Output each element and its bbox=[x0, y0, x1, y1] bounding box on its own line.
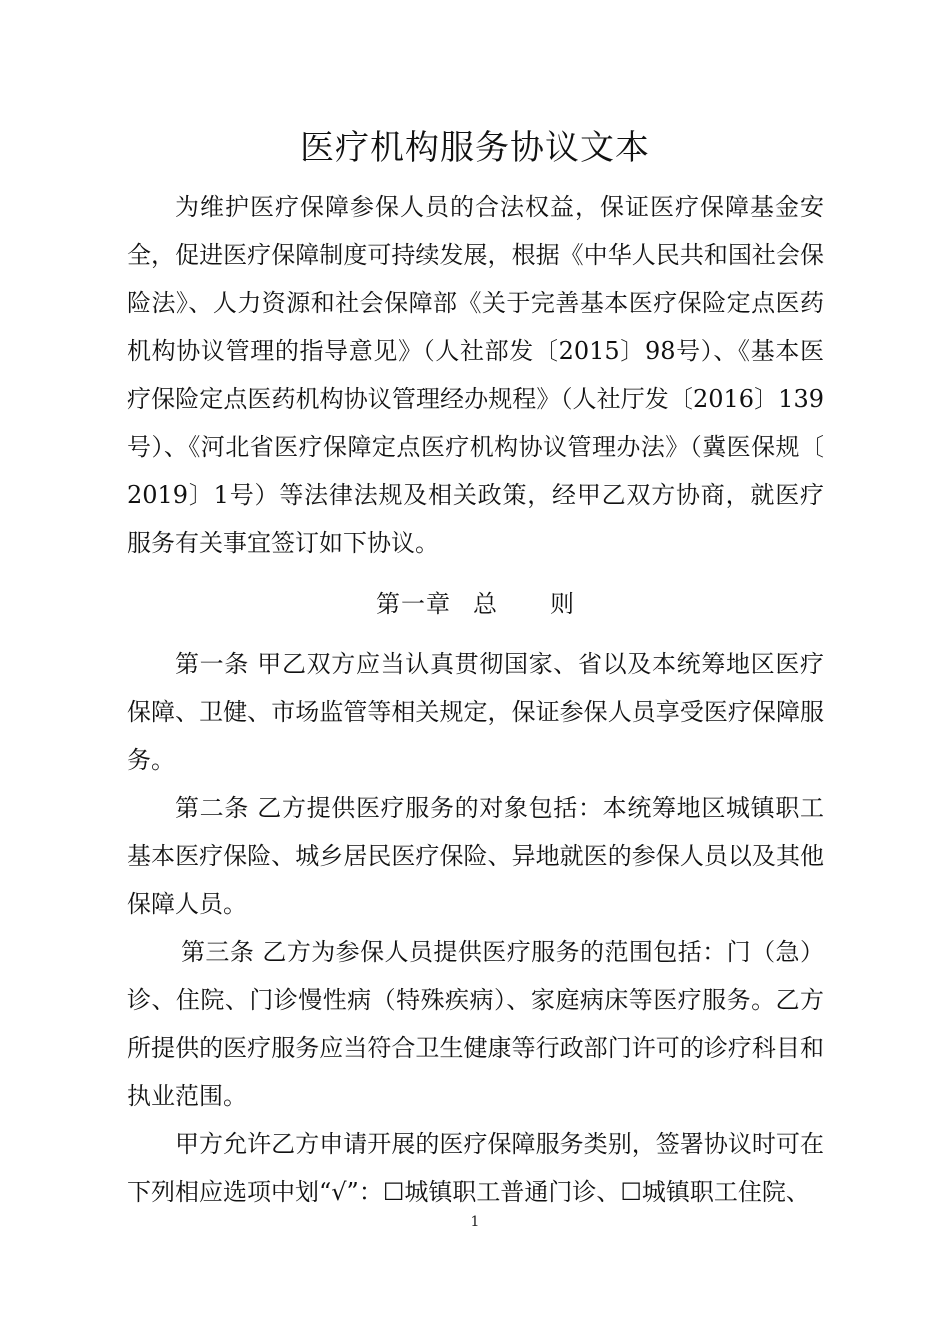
chapter-heading bbox=[127, 580, 824, 628]
preamble-paragraph: 为维护医疗保障参保人员的合法权益，保证医疗保障基金安全，促进医疗保障制度可持续发展，根据《中华人民共和国社会保险法》、人力资源和社会保障部《关于完善基本医疗保险定点医药机构协议管理的指导意见》（人社部发〔2015〕98号）、《基本医疗保险定点医药机构协议管理经办规程》（人社厅发〔2016〕139号）、《河北省医疗保障定点医疗机构协议管理办法》（冀医保规〔 2019〕1号）等法律法规及相关政策，经甲乙双方协商，就医疗服务有关事宜签订如下协议。 bbox=[127, 193, 824, 557]
service-category-paragraph: 甲方允许乙方申请开展的医疗保障服务类别，签署协议时可在下列相应选项中划“√”：☐城镇职工普通门诊、☐城镇职工住院、 bbox=[127, 1130, 824, 1206]
chapter-title-char-1: 总 bbox=[473, 590, 498, 618]
article-2-paragraph: 第二条 乙方提供医疗服务的对象包括：本统筹地区城镇职工基本医疗保险、城乡居民医疗保险、异地就医的参保人员以及其他保障人员。 bbox=[127, 794, 824, 918]
chapter-number: 第一章 bbox=[376, 590, 451, 618]
chapter-heading-section bbox=[127, 580, 824, 628]
articles-section bbox=[127, 640, 824, 1216]
chapter-title-char-2: 则 bbox=[550, 590, 575, 618]
article-1-paragraph: 第一条 甲乙双方应当认真贯彻国家、省以及本统筹地区医疗保障、卫健、市场监管等相关规定，保证参保人员享受医疗保障服务。 bbox=[127, 650, 824, 774]
document-title: 医疗机构服务协议文本 bbox=[300, 128, 650, 168]
article-3-paragraph: 第三条 乙方为参保人员提供医疗服务的范围包括：门（急）诊、住院、门诊慢性病（特殊疾病）、家庭病床等医疗服务。乙方所提供的医疗服务应当符合卫生健康等行政部门许可的诊疗科目和执业范围。 bbox=[127, 938, 824, 1110]
page-number: 1 bbox=[470, 1214, 480, 1230]
preamble-section bbox=[127, 183, 824, 567]
